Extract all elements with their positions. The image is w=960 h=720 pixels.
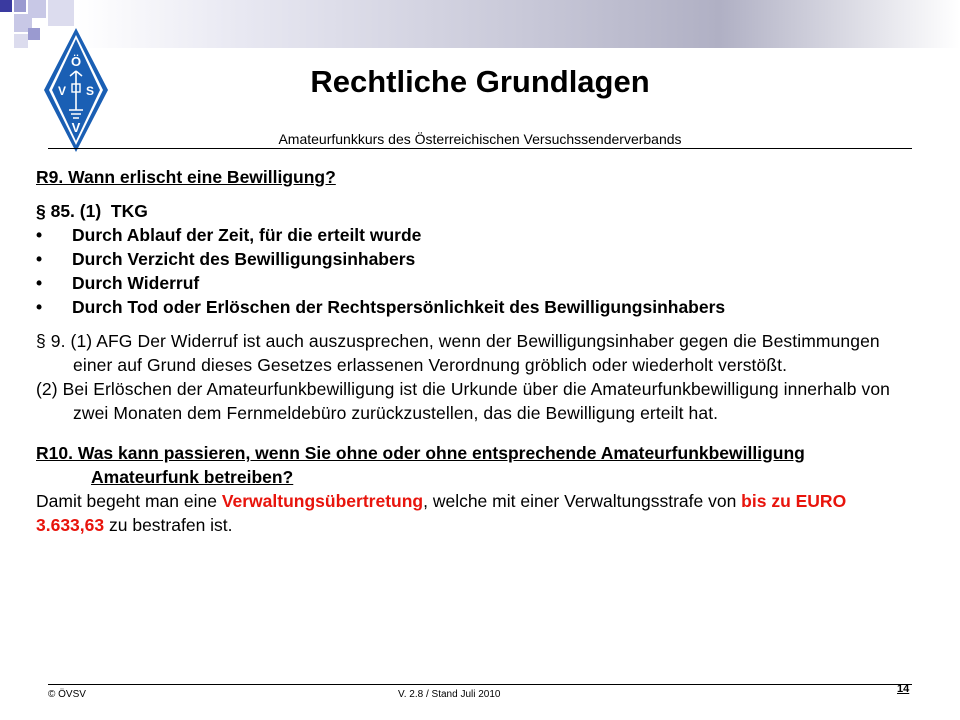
header-gradient-bar [0,0,960,48]
list-item: • Durch Tod oder Erlöschen der Rechtspersönlichkeit des Bewilligungsinhabers [36,297,726,317]
highlight-offense: Verwaltungsübertretung [221,491,424,511]
decor-square [28,28,40,40]
decor-square [14,34,28,48]
logo-letter-s: S [85,84,95,98]
logo-letter-v2: V [71,120,81,135]
list-item: • Durch Verzicht des Bewilligungsinhabers [36,249,416,269]
logo-letter-v1: V [57,84,67,98]
footer-divider [48,684,912,685]
decor-square [14,0,26,12]
page-title: Rechtliche Grundlagen [310,64,650,99]
paragraph-afg-9-1: § 9. (1) AFG Der Widerruf ist auch auszusprechen, wenn der Bewilligungsinhaber gegen die Bestimmungen einer auf Grund dieses Gesetzes erlassenen Verordnung gröblich oder wiederholt verstößt. [36,331,880,375]
page-subtitle: Amateurfunkkurs des Österreichischen Versuchssenderverbands [278,131,682,147]
list-item: • Durch Ablauf der Zeit, für die erteilt wurde [36,225,422,245]
list-item: • Durch Widerruf [36,273,200,293]
question-r9-heading: R9. Wann erlischt eine Bewilligung? [36,167,336,187]
page-number: 14 [897,683,910,695]
paragraph-afg-9-2: (2) Bei Erlöschen der Amateurfunkbewilligung ist die Urkunde über die Amateurfunkbewilligung innerhalb von zwei Monaten dem Fernmeldebüro zurückzustellen, das die Bewilligung erteilt hat. [36,379,890,423]
highlight-fine: bis zu EURO 3.633,63 [36,491,847,535]
slide-content [36,165,916,537]
question-r10-answer: Damit begeht man eine Verwaltungsübertretung, welche mit einer Verwaltungsstrafe von bis zu EURO 3.633,63 zu bestrafen ist. [36,491,847,535]
logo-letter-o: Ö [70,54,82,69]
decor-square [0,0,12,12]
footer-copyright: © ÖVSV [48,689,86,700]
law-reference: § 85. (1) TKG [36,201,148,221]
footer-version: V. 2.8 / Stand Juli 2010 [398,689,501,700]
question-r10-heading: R10. Was kann passieren, wenn Sie ohne oder ohne entsprechende Amateurfunkbewilligung Amateurfunk betreiben? [36,443,805,487]
decor-square [48,0,74,26]
header-divider [48,148,912,149]
